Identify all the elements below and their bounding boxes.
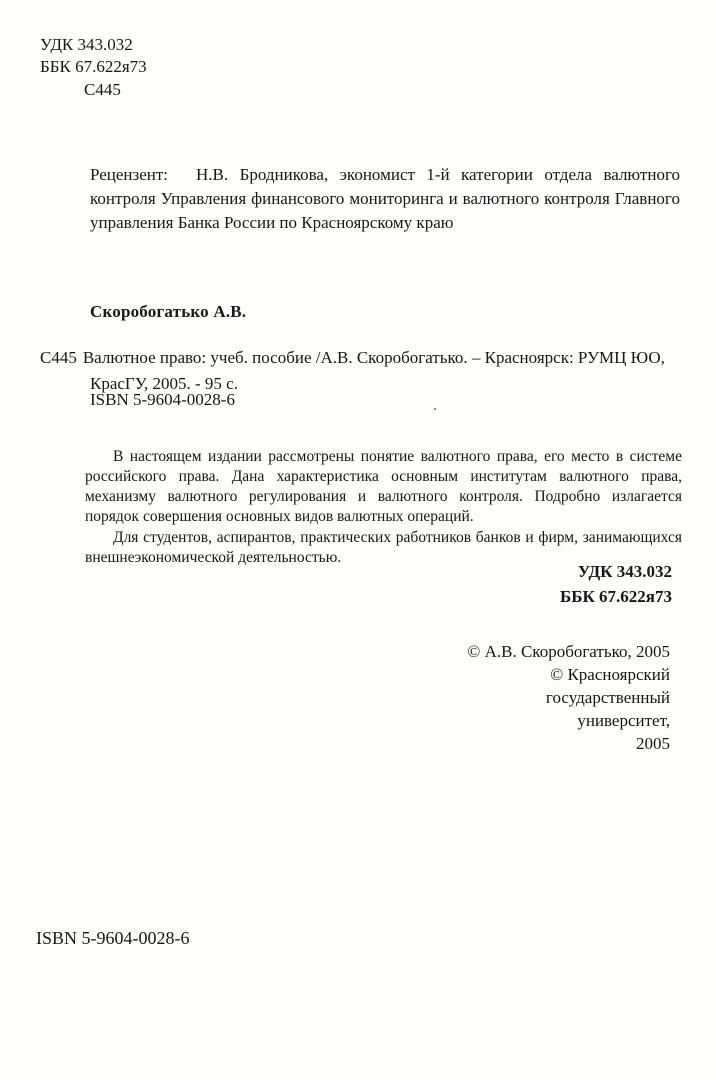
classification-codes-top: [40, 34, 147, 101]
reviewer-text: Н.В. Бродникова, экономист 1-й категории отдела валютного контроля Управления финансового мониторинга и валютного контроля Главного управления Банка России по Красноярскому краю: [90, 165, 680, 233]
bbk-code-top: ББК 67.622я73: [40, 57, 147, 77]
copyright-block: [467, 640, 670, 756]
annotation-paragraph-2: Для студентов, аспирантов, практических работников банков и фирм, занимающихся внешнеэкономической деятельностью.: [85, 528, 682, 566]
reviewer-label: Рецензент:: [90, 165, 169, 184]
bbk-code-right: ББК 67.622я73: [559, 586, 672, 606]
copyright-line: © Красноярский: [550, 665, 670, 685]
reviewer-paragraph: [90, 163, 680, 235]
classification-codes-right: [560, 560, 672, 609]
copyright-line: университет,: [577, 711, 670, 731]
author-sign-code-top: С445: [84, 79, 121, 99]
copyright-line: 2005: [636, 734, 670, 754]
author-heading: Скоробогатько А.В.: [90, 302, 247, 321]
catalog-entry: [40, 345, 680, 396]
catalog-entry-code: С445: [40, 348, 77, 367]
copyright-line: © А.В. Скоробогатько, 2005: [467, 642, 670, 661]
isbn-line: ISBN 5-9604-0028-6: [90, 390, 235, 409]
isbn-bottom: ISBN 5-9604-0028-6: [36, 928, 190, 948]
udk-code-top: УДК 343.032: [40, 35, 133, 54]
udk-code-right: УДК 343.032: [577, 562, 672, 581]
catalog-entry-text: Валютное право: учеб. пособие /А.В. Скоробогатько. – Красноярск: РУМЦ ЮО, КрасГУ, 2005. - 95 с.: [82, 348, 665, 393]
scan-artifact-dot: [434, 408, 436, 410]
annotation-paragraph-1: В настоящем издании рассмотрены понятие валютного права, его место в системе российского права. Дана характеристика основным институтам валютного права, механизму валютного регулирования и валютного контроля. Подробно излагается порядок совершения основных видов валютных операций.: [85, 447, 682, 525]
copyright-line: государственный: [545, 688, 670, 708]
